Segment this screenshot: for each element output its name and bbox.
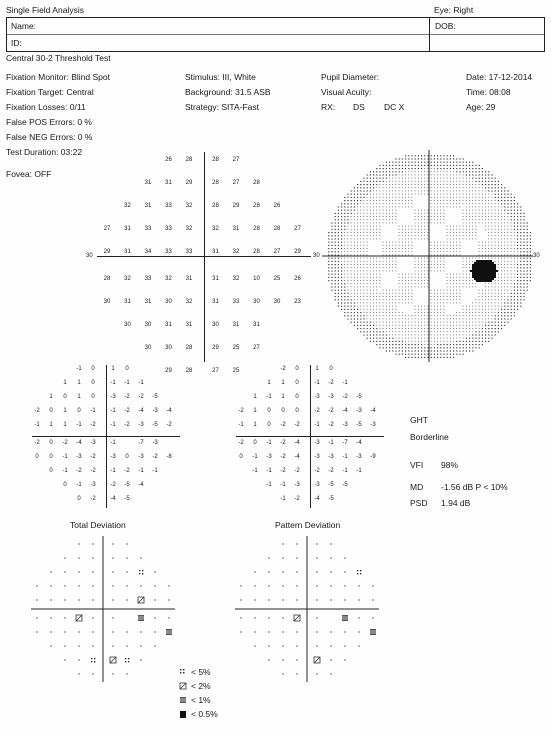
pd-value: 0: [295, 380, 299, 386]
td-value: -1: [76, 366, 82, 372]
threshold-value: 27: [253, 345, 260, 351]
pd-value: -1: [238, 422, 244, 428]
td-value: -8: [166, 454, 172, 460]
legend-symbol-05pct: [180, 711, 186, 718]
fixation-losses: Fixation Losses: 0/11: [6, 102, 86, 112]
pd-value: -2: [294, 468, 300, 474]
td-value: 1: [111, 366, 115, 372]
pd-value: -1: [314, 380, 320, 386]
pd-value: -4: [314, 496, 320, 502]
threshold-axis-left-label: 30: [86, 253, 93, 259]
pd-value: 1: [267, 380, 271, 386]
pd-value: -3: [342, 422, 348, 428]
pd-value: -1: [252, 468, 258, 474]
td-value: -4: [110, 496, 116, 502]
td-value: 0: [49, 408, 53, 414]
test-name: Central 30-2 Threshold Test: [6, 53, 111, 63]
td-value: -1: [138, 380, 144, 386]
td-value: -2: [110, 482, 116, 488]
pd-value: -5: [356, 422, 362, 428]
pd-value: -1: [356, 468, 362, 474]
fixation-monitor: Fixation Monitor: Blind Spot: [6, 72, 110, 82]
name-field[interactable]: Name:: [11, 21, 37, 31]
td-value: 0: [49, 440, 53, 446]
td-value: 0: [125, 366, 129, 372]
threshold-value: 31: [253, 322, 260, 328]
psd-value: 1.94 dB: [441, 498, 471, 508]
stimulus: Stimulus: III, White: [185, 72, 256, 82]
td-value: -4: [138, 482, 144, 488]
pd-value: -5: [342, 482, 348, 488]
threshold-value: 29: [232, 203, 240, 209]
patient-age: Age: 29: [466, 102, 496, 112]
td-value: -2: [124, 394, 130, 400]
pd-value: 1: [253, 408, 257, 414]
pd-value: -1: [342, 454, 348, 460]
false-pos-errors: False POS Errors: 0 %: [6, 117, 92, 127]
td-value: -1: [76, 422, 82, 428]
threshold-value: 32: [165, 276, 172, 282]
td-value: -1: [110, 440, 116, 446]
td-value: -7: [138, 440, 144, 446]
td-value: 1: [63, 380, 67, 386]
ght-value: Borderline: [410, 432, 449, 442]
pd-value: -4: [294, 440, 300, 446]
threshold-value: 32: [185, 203, 193, 209]
td-value: -2: [138, 394, 144, 400]
td-value: -2: [124, 422, 130, 428]
td-value: 0: [91, 394, 95, 400]
threshold-value: 33: [144, 226, 152, 232]
threshold-value: 30: [144, 322, 152, 328]
pd-value: -3: [328, 454, 334, 460]
threshold-value: 33: [165, 226, 172, 232]
threshold-value: 31: [232, 226, 240, 232]
pd-value: -1: [314, 422, 320, 428]
td-value: 1: [77, 394, 81, 400]
threshold-value: 32: [124, 203, 131, 209]
threshold-value: 27: [232, 157, 240, 163]
threshold-value: 25: [232, 345, 240, 351]
threshold-value: 28: [253, 180, 260, 186]
threshold-value: 30: [165, 299, 172, 305]
threshold-value: 28: [253, 203, 260, 209]
pd-value: -1: [280, 496, 286, 502]
threshold-value: 31: [185, 276, 193, 282]
td-value: -1: [34, 422, 40, 428]
threshold-value: 28: [253, 226, 260, 232]
td-value: 0: [35, 454, 39, 460]
td-value: -5: [152, 394, 158, 400]
td-value: -5: [124, 496, 130, 502]
dob-field[interactable]: DOB:: [435, 21, 456, 31]
pd-value: -2: [328, 468, 334, 474]
pd-value: -1: [266, 482, 272, 488]
id-field[interactable]: ID:: [11, 38, 22, 48]
pd-value: 1: [281, 394, 285, 400]
td-value: -2: [166, 422, 172, 428]
threshold-value: 32: [212, 226, 219, 232]
td-value: -2: [34, 408, 40, 414]
threshold-value: 31: [144, 203, 152, 209]
threshold-value: 30: [165, 345, 172, 351]
pd-value: -3: [356, 408, 362, 414]
threshold-value: 31: [144, 299, 152, 305]
threshold-value: 31: [212, 299, 219, 305]
pd-value: -3: [266, 454, 272, 460]
pd-value: -1: [252, 454, 258, 460]
threshold-value: 31: [124, 226, 131, 232]
threshold-value: 28: [185, 368, 193, 374]
threshold-value: 29: [185, 180, 193, 186]
threshold-axis-right-label: 30: [313, 253, 320, 259]
threshold-value: 10: [253, 276, 260, 282]
pd-value: -3: [356, 454, 362, 460]
pd-value: -1: [342, 468, 348, 474]
fixation-target: Fixation Target: Central: [6, 87, 94, 97]
psd-label: PSD: [410, 498, 428, 508]
rx-label: RX:: [321, 102, 336, 112]
pd-value: -1: [280, 482, 286, 488]
total-deviation-title: Total Deviation: [70, 520, 126, 530]
td-value: -5: [124, 482, 130, 488]
report-title: Single Field Analysis: [6, 5, 84, 15]
legend-symbol-2pct: [180, 683, 186, 689]
td-value: -1: [152, 468, 158, 474]
td-value: -2: [90, 422, 96, 428]
threshold-value: 34: [144, 249, 152, 255]
td-value: -2: [62, 440, 68, 446]
td-value: -2: [34, 440, 40, 446]
pd-value: -1: [266, 468, 272, 474]
threshold-value: 30: [253, 299, 260, 305]
threshold-value: 28: [212, 180, 219, 186]
threshold-value: 28: [212, 203, 219, 209]
td-value: -1: [110, 380, 116, 386]
td-value: -2: [124, 408, 130, 414]
td-value: -1: [76, 482, 82, 488]
td-value: -3: [152, 408, 158, 414]
pd-value: -5: [328, 482, 334, 488]
threshold-value: 27: [232, 180, 240, 186]
pd-value: 1: [253, 422, 257, 428]
threshold-value: 31: [124, 249, 131, 255]
pd-value: -3: [294, 482, 300, 488]
legend-symbol-5pct: [180, 669, 185, 674]
pd-value: -3: [314, 482, 320, 488]
pd-value: -7: [342, 440, 348, 446]
td-value: -1: [138, 468, 144, 474]
md-label: MD: [410, 482, 424, 492]
threshold-value: 30: [124, 322, 131, 328]
pd-value: -1: [328, 440, 334, 446]
pd-value: -4: [294, 454, 300, 460]
threshold-value: 29: [294, 249, 301, 255]
pd-value: -1: [266, 440, 272, 446]
pd-value: -9: [370, 454, 376, 460]
pd-value: -2: [328, 380, 334, 386]
pd-value: -3: [314, 454, 320, 460]
threshold-value: 28: [212, 157, 219, 163]
vfi-value: 98%: [441, 460, 459, 470]
threshold-value: 31: [165, 180, 172, 186]
threshold-value: 25: [232, 368, 240, 374]
threshold-value: 26: [294, 276, 301, 282]
legend-label-05pct: < 0.5%: [191, 709, 218, 719]
legend-label-1pct: < 1%: [191, 695, 211, 705]
td-value: -1: [124, 380, 130, 386]
threshold-value: 27: [212, 368, 219, 374]
threshold-value: 30: [273, 299, 281, 305]
pd-value: -2: [294, 422, 300, 428]
pd-value: -2: [280, 422, 286, 428]
threshold-value: 32: [124, 276, 131, 282]
threshold-value: 28: [273, 226, 281, 232]
legend-symbol-1pct: [180, 697, 186, 703]
threshold-value: 30: [212, 322, 219, 328]
td-value: -2: [90, 468, 96, 474]
threshold-value: 31: [185, 322, 193, 328]
pd-value: -4: [370, 408, 376, 414]
visual-acuity: Visual Acuity:: [321, 87, 372, 97]
td-value: -3: [76, 454, 82, 460]
td-value: -3: [110, 394, 116, 400]
pd-value: 1: [315, 366, 319, 372]
pd-value: 0: [281, 408, 285, 414]
pd-value: -2: [342, 394, 348, 400]
threshold-value: 28: [253, 249, 260, 255]
threshold-value: 31: [144, 180, 152, 186]
false-neg-errors: False NEG Errors: 0 %: [6, 132, 93, 142]
td-value: -4: [76, 440, 82, 446]
pd-value: -2: [294, 496, 300, 502]
td-value: 0: [63, 394, 67, 400]
td-value: 0: [49, 468, 53, 474]
td-value: -2: [152, 454, 158, 460]
threshold-value: 28: [185, 345, 193, 351]
background: Background: 31.5 ASB: [185, 87, 271, 97]
pd-value: 0: [295, 366, 299, 372]
threshold-value: 31: [165, 322, 172, 328]
td-value: 0: [91, 380, 95, 386]
td-value: -1: [62, 468, 68, 474]
td-value: -3: [138, 454, 144, 460]
rx-ds: DS: [353, 102, 365, 112]
td-value: 1: [49, 394, 53, 400]
pd-value: -4: [342, 408, 348, 414]
td-value: 0: [49, 454, 53, 460]
threshold-value: 30: [103, 299, 111, 305]
td-value: -5: [152, 422, 158, 428]
threshold-value: 33: [185, 249, 193, 255]
strategy: Strategy: SITA-Fast: [185, 102, 260, 112]
pd-value: -2: [328, 408, 334, 414]
pd-value: 1: [253, 394, 257, 400]
threshold-value: 26: [273, 203, 281, 209]
vfi-label: VFI: [410, 460, 424, 470]
threshold-value: 31: [124, 299, 131, 305]
pd-value: -3: [314, 440, 320, 446]
test-duration: Test Duration: 03:22: [6, 147, 83, 157]
pd-value: -4: [356, 440, 362, 446]
rx-dc: DC X: [384, 102, 405, 112]
threshold-value: 33: [165, 249, 172, 255]
pd-value: -2: [280, 440, 286, 446]
td-value: 1: [63, 422, 67, 428]
fovea-status: Fovea: OFF: [6, 169, 52, 179]
pd-value: -2: [280, 366, 286, 372]
threshold-value: 29: [165, 368, 172, 374]
pd-value: 0: [253, 440, 257, 446]
td-value: -3: [90, 482, 96, 488]
threshold-value: 29: [103, 249, 111, 255]
pd-value: 1: [281, 380, 285, 386]
threshold-value: 28: [185, 157, 193, 163]
threshold-value: 32: [232, 249, 240, 255]
pd-value: 0: [295, 408, 299, 414]
threshold-value: 26: [165, 157, 172, 163]
pd-value: -1: [266, 394, 272, 400]
eye-label: Eye: Right: [434, 5, 474, 15]
pd-value: -2: [238, 440, 244, 446]
td-value: -4: [166, 408, 172, 414]
td-value: 0: [91, 366, 95, 372]
grayscale-axis-label: 30: [533, 253, 540, 259]
pd-value: 0: [295, 394, 299, 400]
td-value: -2: [90, 454, 96, 460]
threshold-value: 28: [103, 276, 111, 282]
pd-value: 0: [239, 454, 243, 460]
td-value: -1: [90, 408, 96, 414]
td-value: -2: [76, 468, 82, 474]
pd-value: -2: [280, 454, 286, 460]
td-value: -2: [90, 496, 96, 502]
pd-value: -2: [280, 468, 286, 474]
threshold-value: 25: [273, 276, 281, 282]
threshold-value: 31: [212, 276, 219, 282]
td-value: -3: [110, 454, 116, 460]
td-value: -3: [138, 422, 144, 428]
pd-value: -2: [314, 468, 320, 474]
td-value: 0: [63, 482, 67, 488]
legend-label-5pct: < 5%: [191, 667, 211, 677]
pd-value: -3: [328, 394, 334, 400]
threshold-value: 31: [212, 249, 219, 255]
pd-value: 0: [267, 422, 271, 428]
threshold-value: 32: [232, 276, 240, 282]
test-time: Time: 08:08: [466, 87, 511, 97]
td-value: -3: [152, 440, 158, 446]
td-value: -3: [90, 440, 96, 446]
td-value: -1: [110, 408, 116, 414]
td-value: -1: [110, 468, 116, 474]
pd-value: -3: [314, 394, 320, 400]
td-value: 0: [125, 454, 129, 460]
td-value: 1: [63, 408, 67, 414]
threshold-value: 27: [294, 226, 301, 232]
threshold-value: 32: [185, 226, 193, 232]
threshold-value: 31: [232, 322, 240, 328]
threshold-value: 23: [294, 299, 301, 305]
td-value: -2: [124, 468, 130, 474]
threshold-value: 33: [144, 276, 152, 282]
threshold-value: 33: [165, 203, 172, 209]
td-value: 0: [77, 408, 81, 414]
pd-value: 0: [267, 408, 271, 414]
pd-value: -2: [328, 422, 334, 428]
threshold-value: 33: [232, 299, 240, 305]
threshold-value: 27: [273, 249, 281, 255]
pattern-deviation-title: Pattern Deviation: [275, 520, 341, 530]
pd-value: -1: [342, 380, 348, 386]
td-value: 0: [77, 496, 81, 502]
td-value: 1: [49, 422, 53, 428]
ght-label: GHT: [410, 415, 428, 425]
test-date: Date: 17-12-2014: [466, 72, 533, 82]
pupil-diameter: Pupil Diameter:: [321, 72, 380, 82]
legend-label-2pct: < 2%: [191, 681, 211, 691]
pd-value: 0: [329, 366, 333, 372]
md-value: -1.56 dB P < 10%: [441, 482, 508, 492]
pd-value: -5: [356, 394, 362, 400]
threshold-value: 29: [212, 345, 219, 351]
pd-value: -2: [314, 408, 320, 414]
pd-value: -5: [328, 496, 334, 502]
td-value: -4: [138, 408, 144, 414]
pd-value: -2: [238, 408, 244, 414]
threshold-value: 32: [185, 299, 193, 305]
pd-value: -3: [370, 422, 376, 428]
td-value: -1: [110, 422, 116, 428]
td-value: -1: [62, 454, 68, 460]
td-value: 1: [77, 380, 81, 386]
threshold-value: 30: [144, 345, 152, 351]
threshold-value: 27: [103, 226, 111, 232]
